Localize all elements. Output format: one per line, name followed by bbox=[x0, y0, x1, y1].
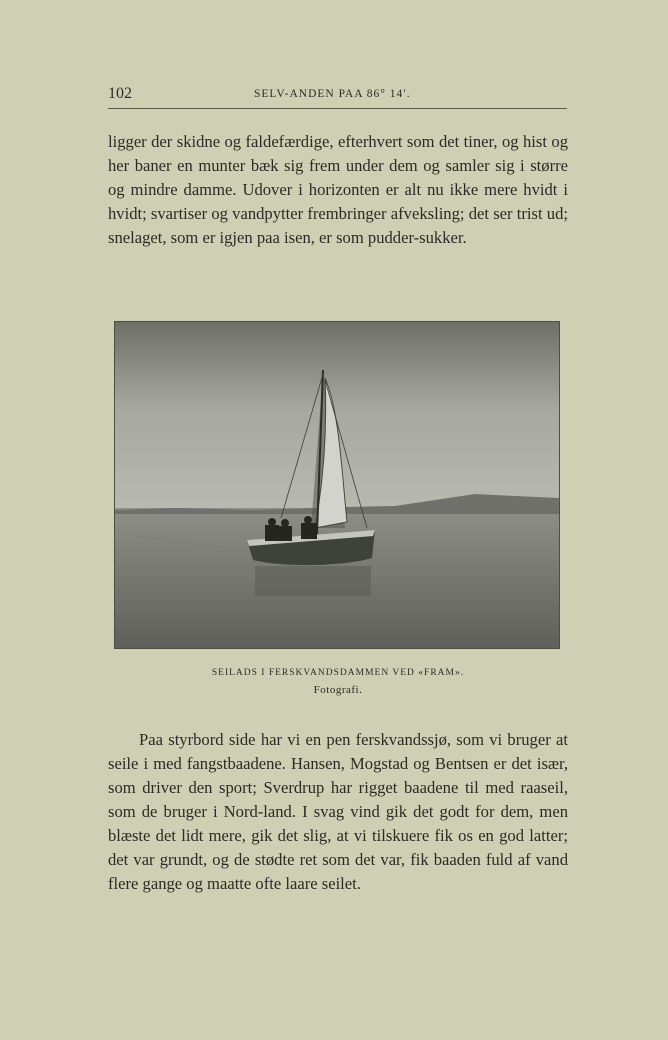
header-rule bbox=[108, 108, 567, 109]
paragraph-1: ligger der skidne og faldefærdige, efterhvert som det tiner, og hist og her baner en munter bæk sig frem under dem og samler sig i større og mindre damme. Udover i horizonten er alt nu ikke mere hvidt i hvidt; svartiser og vandpytter frembringer afveksling; det ser trist ud; snelaget, som er igjen paa isen, er som pudder-sukker. bbox=[108, 132, 568, 247]
sailboat-photograph bbox=[114, 321, 560, 649]
page-number: 102 bbox=[108, 85, 132, 102]
page-header bbox=[108, 85, 567, 107]
figure-caption: SEILADS I FERSKVANDSDAMMEN VED «FRAM». bbox=[211, 668, 465, 678]
photograph-image bbox=[115, 322, 559, 648]
figure-credit: Fotografi. bbox=[313, 684, 363, 696]
running-title: SELV-ANDEN PAA 86° 14′. bbox=[254, 88, 411, 100]
paragraph-2: Paa styrbord side har vi en pen ferskvandssjø, som vi bruger at seile i med fangstbaadene. Hansen, Mogstad og Bentsen er det især, som driver den sport; Sverdrup har rigget baadene til med raaseil, som de bruger i Nord-land. I svag vind gik det godt for dem, men blæste det lidt mere, gik det slig, at vi tilskuere fik os en god latter; det var grundt, og de stødte ret som det var, fik baaden fuld af vand flere gange og maatte ofte laare seilet. bbox=[108, 730, 568, 893]
